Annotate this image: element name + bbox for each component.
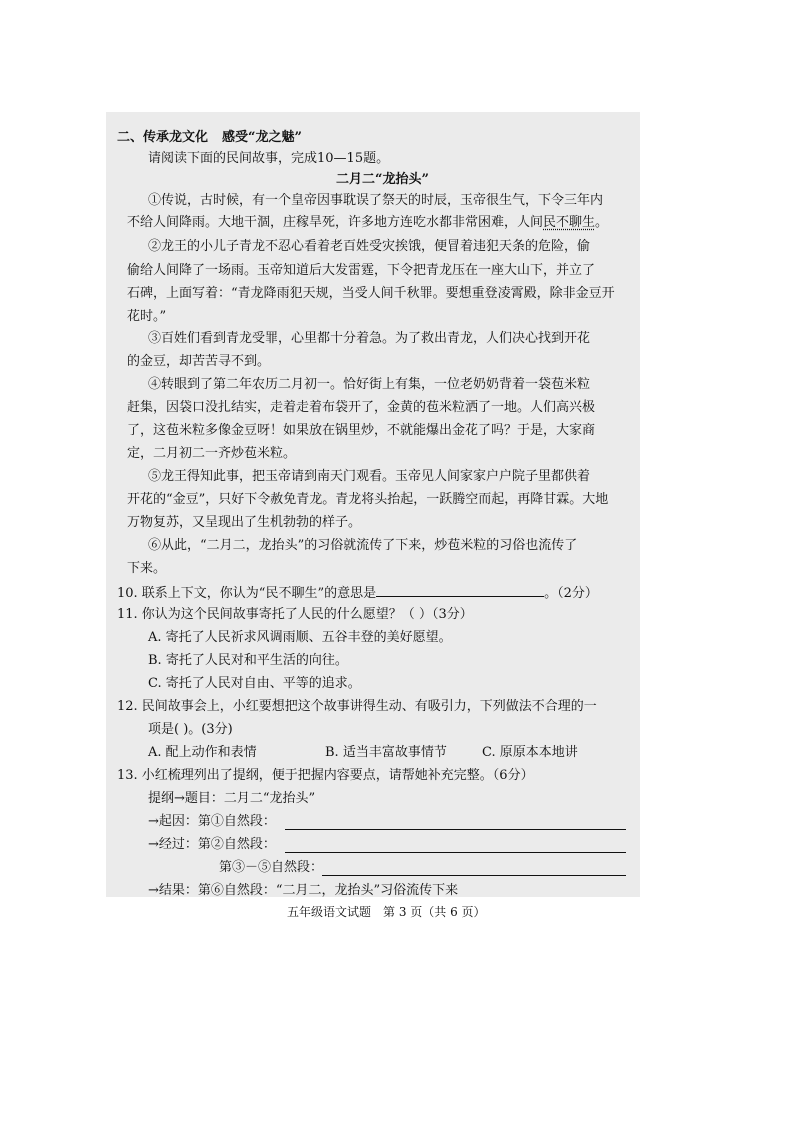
section-title: 二、传承龙文化 <box>117 130 209 145</box>
section-subtitle: 感受“龙之魅” <box>222 130 302 145</box>
outline-process-blank[interactable] <box>285 852 626 853</box>
p4-line-4: 定，二月初二一齐炒苞米粒。 <box>127 446 297 461</box>
question-12-line-2: 项是( )。(3分) <box>148 722 233 737</box>
outline-title: 提纲→题目：二月二“龙抬头” <box>148 791 316 806</box>
p6-line-1: ⑥从此，“二月二，龙抬头”的习俗就流传了下来，炒苞米粒的习俗也流传了 <box>148 538 578 553</box>
p4-line-3: 了，这苞米粒多像金豆呀！如果放在锅里炒，不就能爆出金花了吗？于是，大家商 <box>127 423 596 438</box>
p1-end: 。 <box>595 215 609 230</box>
p2-line-3: 石碑，上面写着：“青龙降雨犯天规，当受人间千秋罪。要想重登凌霄殿，除非金豆开 <box>127 286 615 301</box>
p1-line-1: ①传说，古时候，有一个皇帝因事耽误了祭天的时辰，玉帝很生气，下令三年内 <box>148 193 604 208</box>
page-footer: 五年级语文试题 第 3 页（共 6 页） <box>287 905 486 919</box>
p2-line-2: 偷给人间降了一场雨。玉帝知道后大发雷霆，下令把青龙压在一座大山下，并立了 <box>127 263 596 278</box>
p4-line-2: 赶集，因袋口没扎结实，走着走着布袋开了，金黄的苞米粒洒了一地。人们高兴极 <box>127 400 596 415</box>
section-heading <box>117 129 302 147</box>
question-10 <box>117 583 598 603</box>
q11-option-c: C. 寄托了人民对自由、平等的追求。 <box>148 676 361 691</box>
p2-line-4: 花时。” <box>127 309 167 324</box>
q12-option-b: B. 适当丰富故事情节 <box>325 745 447 760</box>
q12-option-c: C. 原原本本地讲 <box>482 745 578 760</box>
q11-option-a: A. 寄托了人民祈求风调雨顺、五谷丰登的美好愿望。 <box>148 630 452 645</box>
outline-cause-label: →起因：第①自然段： <box>148 814 276 829</box>
p1-line-2 <box>127 214 608 232</box>
question-13: 13. 小红梳理列出了提纲，便于把握内容要点，请帮她补充完整。（6分） <box>117 768 534 783</box>
q10-text: 10. 联系上下文，你认为“民不聊生”的意思是 <box>117 586 377 601</box>
p5-line-1: ⑤龙王得知此事，把玉帝请到南天门观看。玉帝见人间家家户户院子里都供着 <box>148 469 591 484</box>
outline-process2-blank[interactable] <box>322 875 626 876</box>
outline-process-label: →经过：第②自然段： <box>148 837 276 852</box>
question-11: 11. 你认为这个民间故事寄托了人民的什么愿望？（ ）（3分） <box>117 607 473 622</box>
p6-line-2: 下来。 <box>127 561 167 576</box>
emphasized-phrase: 民不聊生 <box>543 215 596 230</box>
q10-points: 。（2分） <box>544 586 598 601</box>
q10-answer-blank[interactable] <box>376 583 544 597</box>
p5-line-3: 万物复苏，又呈现出了生机勃勃的样子。 <box>127 515 362 530</box>
question-12-line-1: 12. 民间故事会上，小红要想把这个故事讲得生动、有吸引力，下列做法不合理的一 <box>117 699 597 714</box>
p3-line-2: 的金豆，却苦苦寻不到。 <box>127 354 271 369</box>
q12-option-a: A. 配上动作和表情 <box>148 745 257 760</box>
p4-line-1: ④转眼到了第二年农历二月初一。恰好街上有集，一位老奶奶背着一袋苞米粒 <box>148 377 591 392</box>
outline-result: →结果：第⑥自然段：“二月二，龙抬头”习俗流传下来 <box>148 883 459 898</box>
outline-cause-blank[interactable] <box>285 829 626 830</box>
outline-process2-label: 第③－⑤自然段： <box>219 860 324 875</box>
p5-line-2: 开花的“金豆”，只好下令赦免青龙。青龙将头抬起，一跃腾空而起，再降甘霖。大地 <box>127 492 609 507</box>
p3-line-1: ③百姓们看到青龙受罪，心里都十分着急。为了救出青龙，人们决心找到开花 <box>148 331 591 346</box>
q11-option-b: B. 寄托了人民对和平生活的向往。 <box>148 653 348 668</box>
instruction: 请阅读下面的民间故事，完成10—15题。 <box>148 151 390 166</box>
p1-text: 不给人间降雨。大地干涸，庄稼旱死，许多地方连吃水都非常困难，人间 <box>127 215 544 230</box>
p2-line-1: ②龙王的小儿子青龙不忍心看着老百姓受灾挨饿，便冒着违犯天条的危险，偷 <box>148 239 591 254</box>
story-title: 二月二“龙抬头” <box>336 172 429 187</box>
